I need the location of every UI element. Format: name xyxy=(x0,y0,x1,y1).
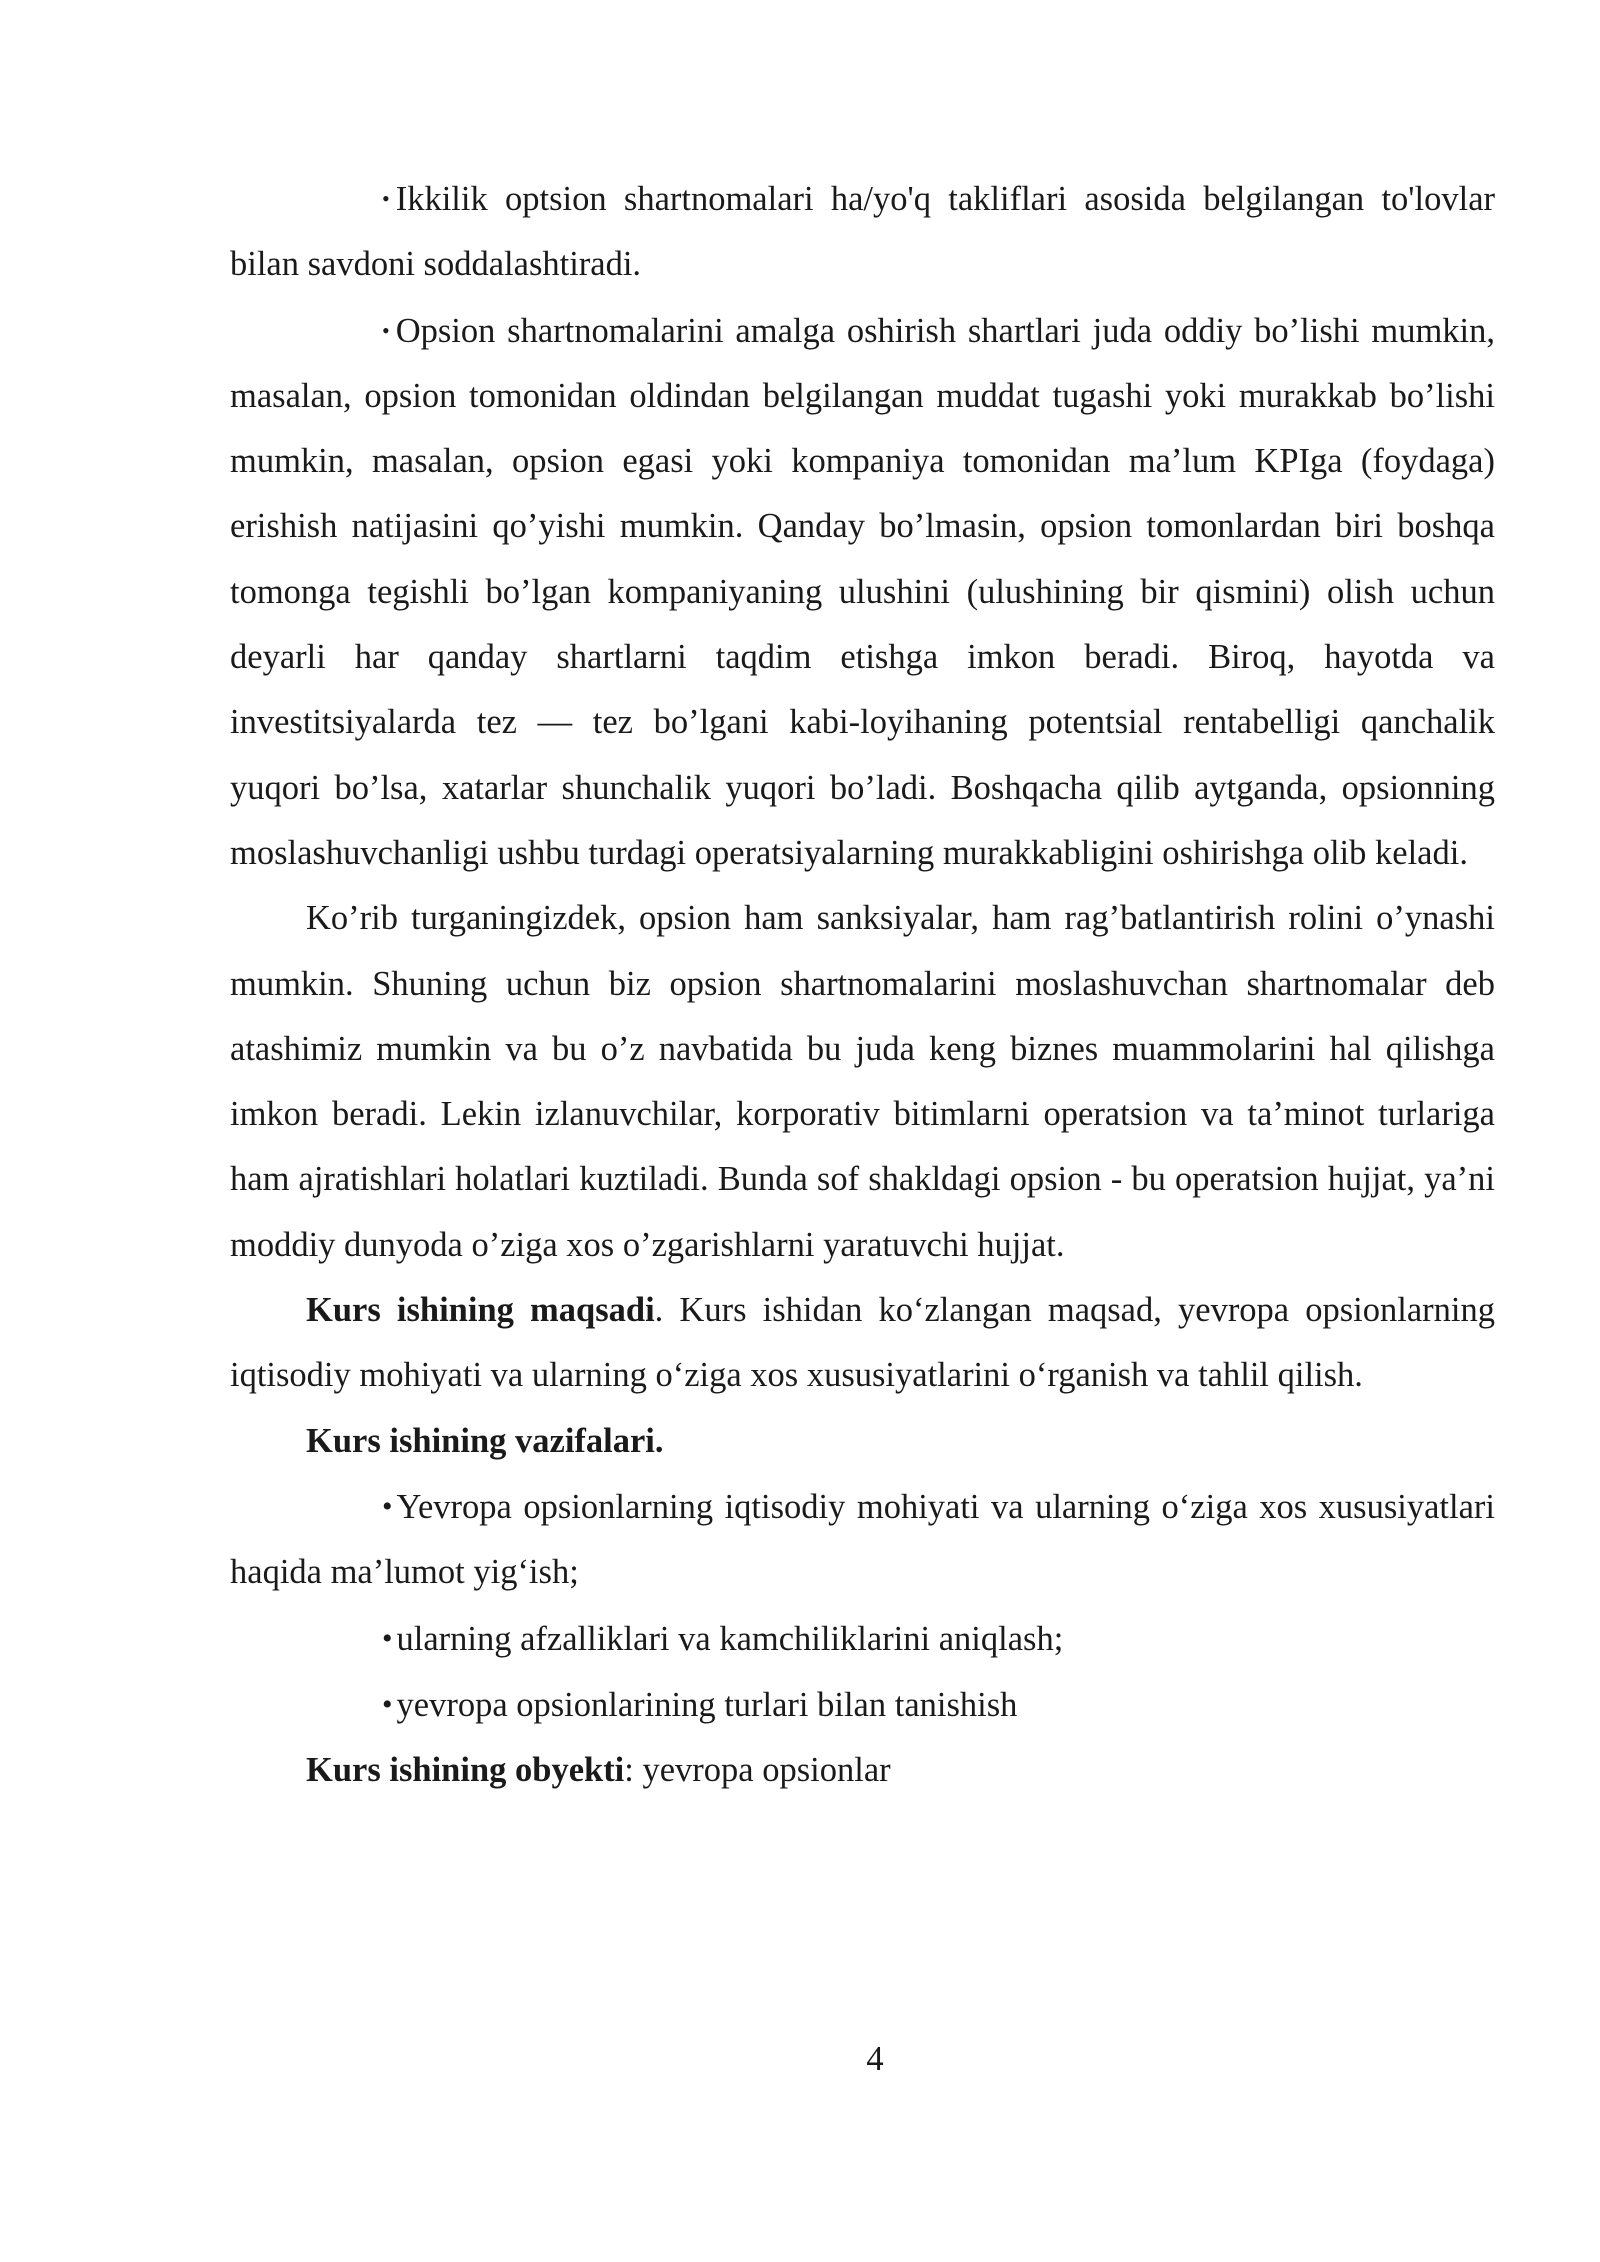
paragraph-text: Ikkilik optsion shartnomalari ha/yo'q takliflari asosida belgilangan to'lovlar bilan savdoni soddalashtiradi. xyxy=(230,180,1495,284)
tasks-heading xyxy=(230,1409,1495,1474)
paragraph-binary-options xyxy=(230,166,1495,298)
tasks-heading-text: Kurs ishining vazifalari. xyxy=(306,1421,664,1460)
bullet-icon: • xyxy=(382,1687,393,1721)
task-text: Yevropa opsionlarning iqtisodiy mohiyati va ularning o‘ziga xos xususiyatlari haqida ma’lumot yig‘ish; xyxy=(230,1487,1495,1592)
bullet-icon: • xyxy=(382,1621,393,1655)
page-number: 4 xyxy=(866,2040,884,2078)
paragraph-text: Ko’rib turganingizdek, opsion ham sanksiyalar, ham rag’batlantirish rolini o’ynashi mumkin. Shuning uchun biz opsion shartnomalarini moslashuvchan shartnomalar deb atashimiz mumkin va bu o’z navbatida bu juda keng biznes muammolarini hal qilishga imkon beradi. Lekin izlanuvchilar, korporativ bitimlarni operatsion va ta’minot turlariga ham ajratishlari holatlari kuztiladi. Bunda sof shakldagi opsion - bu operatsion hujjat, ya’ni moddiy dunyoda o’ziga xos o’zgarishlarni yaratuvchi hujjat. xyxy=(230,899,1495,1264)
object-text: : yevropa opsionlar xyxy=(624,1751,891,1790)
bullet-icon: • xyxy=(382,1489,393,1523)
goal-text: . Kurs ishidan ko‘zlangan maqsad, yevropa opsionlarning iqtisodiy mohiyati va ularning o‘ziga xos xususiyatlarini o‘rganish va tahlil qilish. xyxy=(230,1291,1495,1395)
paragraph-object xyxy=(230,1738,1495,1803)
task-item-1 xyxy=(230,1474,1495,1606)
document-body xyxy=(230,166,1495,1803)
paragraph-option-conditions xyxy=(230,298,1495,887)
paragraph-text: Opsion shartnomalarini amalga oshirish shartlari juda oddiy bo’lishi mumkin, masalan, opsion tomonidan oldindan belgilangan muddat tugashi yoki murakkab bo’lishi mumkin, masalan, opsion egasi yoki kompaniya tomonidan ma’lum KPIga (foydaga) erishish natijasini qo’yishi mumkin. Qanday bo’lmasin, opsion tomonlardan biri boshqa tomonga tegishli bo’lgan kompaniyaning ulushini (ulushining bir qismini) olish uchun deyarli har qanday shartlarni taqdim etishga imkon beradi. Biroq, hayotda va investitsiyalarda tez — tez bo’lgani kabi-loyihaning potentsial rentabelligi qanchalik yuqori bo’lsa, xatarlar shunchalik yuqori bo’ladi. Boshqacha qilib aytganda, opsionning moslashuvchanligi ushbu turdagi operatsiyalarning murakkabligini oshirishga olib keladi. xyxy=(230,311,1495,872)
task-text: ularning afzalliklari va kamchiliklarini aniqlash; xyxy=(396,1619,1064,1658)
goal-label: Kurs ishining maqsadi xyxy=(306,1291,655,1330)
bullet-icon: • xyxy=(382,317,390,343)
paragraph-goal xyxy=(230,1278,1495,1409)
task-text: yevropa opsionlarining turlari bilan tanishish xyxy=(396,1685,1018,1724)
task-item-2 xyxy=(230,1606,1495,1672)
paragraph-sanctions xyxy=(230,886,1495,1278)
task-item-3 xyxy=(230,1672,1495,1738)
bullet-icon: • xyxy=(382,186,390,211)
object-label: Kurs ishining obyekti xyxy=(306,1751,625,1790)
